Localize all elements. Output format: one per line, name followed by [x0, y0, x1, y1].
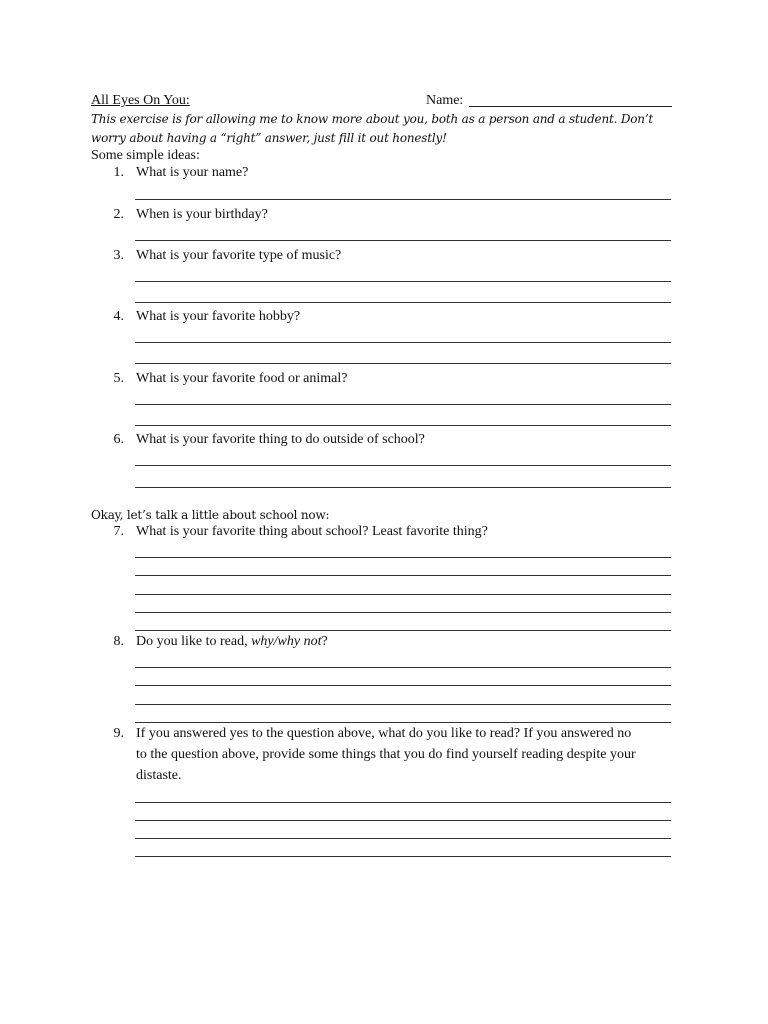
intro-line-2: worry about having a “right” answer, just fill it out honestly! — [91, 131, 447, 145]
answer-line[interactable] — [135, 685, 671, 686]
question-number: 2. — [113, 207, 124, 222]
worksheet-title: All Eyes On You: — [91, 93, 190, 108]
answer-line[interactable] — [135, 575, 671, 576]
question-number: 5. — [113, 371, 124, 386]
question-number: 7. — [113, 524, 124, 539]
question-text-line-1: If you answered yes to the question above, what do you like to read? If you answered no — [136, 726, 632, 741]
answer-line[interactable] — [135, 612, 671, 613]
answer-line[interactable] — [135, 363, 671, 364]
question-text: What is your favorite thing about school? Least favorite thing? — [136, 524, 488, 539]
question-text: What is your favorite food or animal? — [136, 371, 348, 386]
answer-line[interactable] — [135, 404, 671, 405]
question-text: What is your favorite type of music? — [136, 248, 342, 263]
question-text: What is your favorite thing to do outside of school? — [136, 432, 425, 447]
question-number: 6. — [113, 432, 124, 447]
answer-line[interactable] — [135, 557, 671, 558]
section-simple-ideas: Some simple ideas: — [91, 148, 200, 163]
answer-line[interactable] — [135, 802, 671, 803]
question-text-line-2: to the question above, provide some things that you do find yourself reading despite your — [136, 747, 636, 762]
answer-line[interactable] — [135, 240, 671, 241]
answer-line[interactable] — [135, 425, 671, 426]
answer-line[interactable] — [135, 342, 671, 343]
question-number: 4. — [113, 309, 124, 324]
answer-line[interactable] — [135, 281, 671, 282]
question-number: 3. — [113, 248, 124, 263]
answer-line[interactable] — [135, 704, 671, 705]
question-text: What is your name? — [136, 165, 249, 180]
answer-line[interactable] — [135, 594, 671, 595]
question-text: When is your birthday? — [136, 207, 268, 222]
question-text-emphasis: why/why not — [251, 634, 322, 649]
name-label: Name: — [426, 93, 464, 108]
section-school: Okay, let’s talk a little about school now: — [91, 508, 330, 522]
answer-line[interactable] — [135, 465, 671, 466]
answer-line[interactable] — [135, 722, 671, 723]
question-text: What is your favorite hobby? — [136, 309, 301, 324]
question-text-line-3: distaste. — [136, 768, 182, 783]
answer-line[interactable] — [135, 487, 671, 488]
answer-line[interactable] — [135, 820, 671, 821]
answer-line[interactable] — [135, 199, 671, 200]
question-text: Do you like to read, why/why not? — [136, 634, 328, 649]
intro-line-1: This exercise is for allowing me to know more about you, both as a person and a student. Don’t — [91, 112, 654, 126]
answer-line[interactable] — [135, 630, 671, 631]
answer-line[interactable] — [135, 856, 671, 857]
answer-line[interactable] — [135, 667, 671, 668]
question-number: 1. — [113, 165, 124, 180]
name-blank-line[interactable] — [469, 106, 672, 107]
answer-line[interactable] — [135, 838, 671, 839]
question-number: 9. — [113, 726, 124, 741]
answer-line[interactable] — [135, 302, 671, 303]
question-number: 8. — [113, 634, 124, 649]
